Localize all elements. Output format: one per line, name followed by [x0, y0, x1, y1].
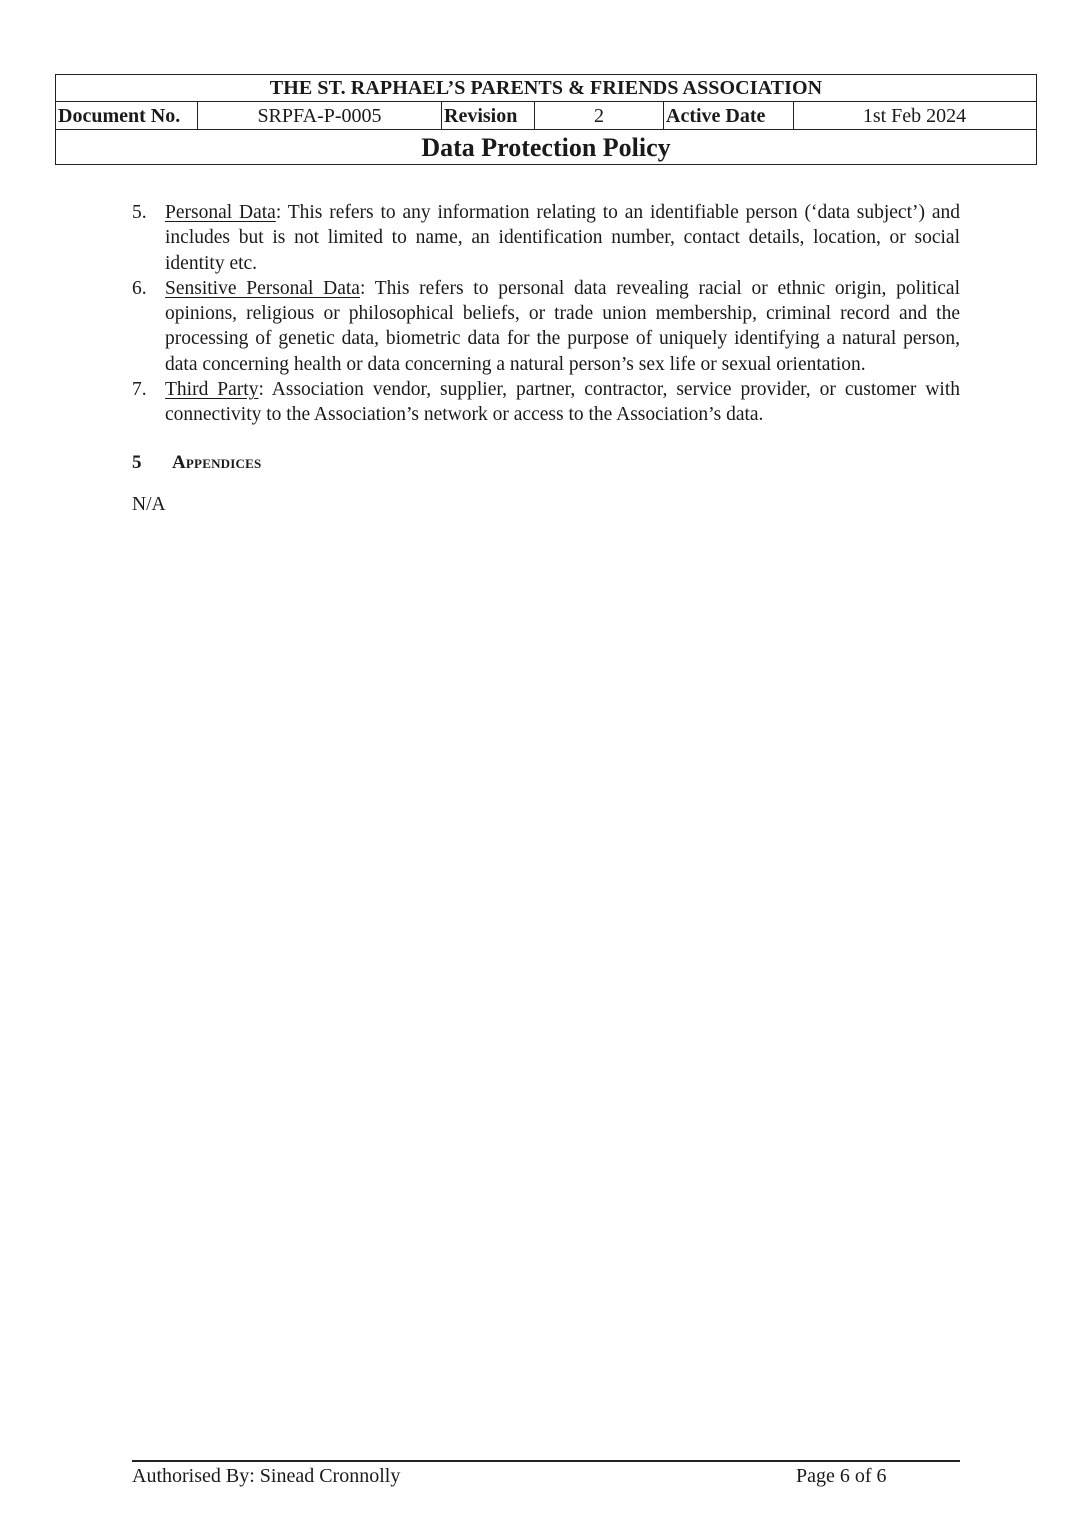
- definition-text: : This refers to any information relating to an identifiable person (‘data subject’) and includes but is not limited to name, an identification number, contact details, location, or social identity etc.: [165, 202, 960, 274]
- page-number: Page 6 of 6: [796, 1465, 887, 1487]
- document-header-table: [55, 74, 1037, 165]
- definition-term: Third Party: [165, 379, 259, 401]
- definition-number: 6.: [132, 277, 147, 299]
- revision-value: 2: [535, 102, 664, 129]
- footer-divider: [132, 1460, 960, 1462]
- document-body: [132, 200, 960, 516]
- revision-label: Revision: [442, 102, 535, 129]
- definition-term: Personal Data: [165, 202, 276, 223]
- section-title: Appendices: [172, 451, 262, 473]
- definitions-list: [132, 200, 960, 428]
- definition-number: 7.: [132, 379, 147, 401]
- doc-no-label: Document No.: [56, 102, 198, 129]
- policy-title: Data Protection Policy: [421, 133, 671, 162]
- doc-no-value: SRPFA-P-0005: [198, 102, 442, 129]
- active-date-value: 1st Feb 2024: [862, 105, 967, 127]
- page-footer: [132, 1465, 960, 1493]
- definition-number: 5.: [132, 202, 147, 223]
- authorised-by: Authorised By: Sinead Cronnolly: [132, 1465, 401, 1487]
- section-heading: [132, 452, 960, 474]
- document-meta-row: [56, 102, 1036, 130]
- definition-item: [132, 377, 960, 428]
- definition-item: [132, 276, 960, 377]
- definition-text: : This refers to personal data revealing racial or ethnic origin, political opinions, religious or philosophical beliefs, or trade union membership, criminal record and the processing of genetic data, biometric data for the purpose of uniquely identifying a natural person, data concerning health or data concerning a natural person’s sex life or sexual orientation.: [165, 277, 960, 375]
- organization-name: THE ST. RAPHAEL’S PARENTS & FRIENDS ASSOCIATION: [56, 75, 1036, 102]
- section-body: N/A: [132, 493, 166, 515]
- active-date-label: Active Date: [664, 102, 794, 129]
- definition-term: Sensitive Personal Data: [165, 277, 360, 299]
- section-number: 5: [132, 451, 142, 473]
- definition-text: : Association vendor, supplier, partner, contractor, service provider, or customer with connectivity to the Association’s network or access to the Association’s data.: [165, 379, 961, 426]
- definition-item: [132, 200, 960, 276]
